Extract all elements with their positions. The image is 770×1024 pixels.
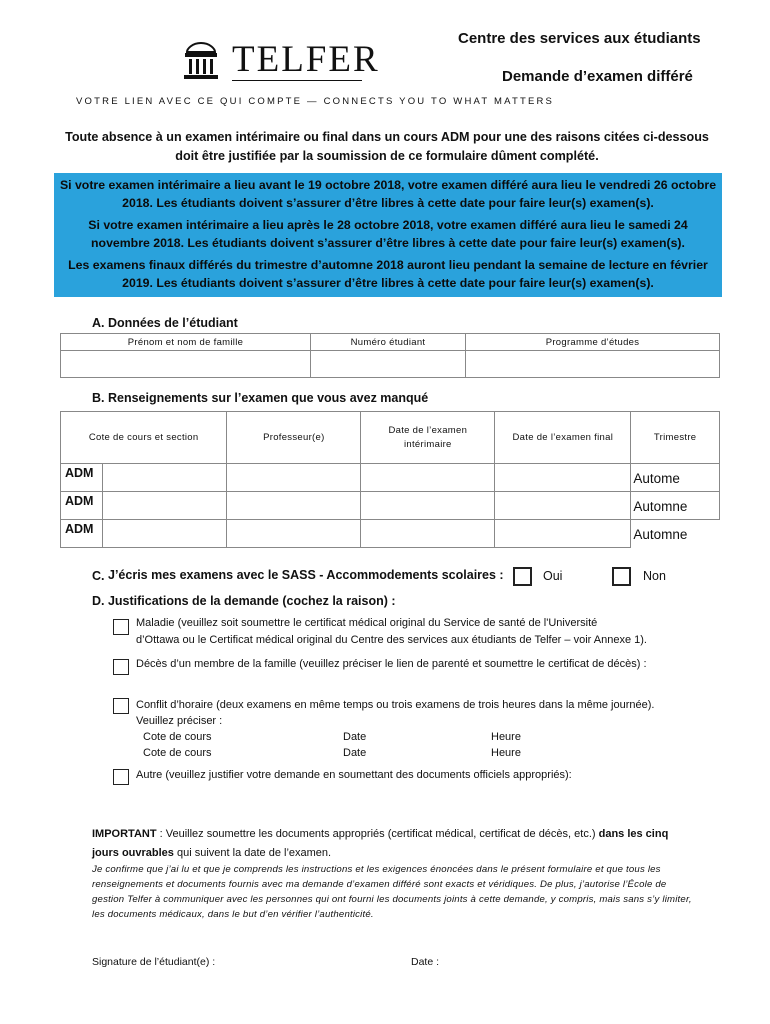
important-text-2: qui suivent la date de l’examen. <box>173 847 332 859</box>
sass-yes-label: Oui <box>543 569 563 583</box>
student-data-table <box>60 333 720 378</box>
midterm-date-field[interactable] <box>361 492 495 520</box>
signature-label: Signature de l’étudiant(e) : <box>92 956 216 968</box>
date-label: Date <box>343 731 367 743</box>
table-row <box>61 492 720 520</box>
important-deadline: dans les cinq jours ouvrables <box>92 828 669 859</box>
declaration-text: Je confirme que j’ai lu et que je comprends les instructions et les exigences énoncées dans le présent formulaire et que tous les renseignements et documents fournis avec ma demande d’examen différé sont exacts et véridiques. De plus, j’autorise l’École de gestion Telfer à communiquer avec les personnes qui ont fourni les documents joints à cette demande, y compris, mais sans s’y limiter, les documents médicaux, dans le but d’en vérifier l’authenticité. <box>92 864 692 920</box>
page-subtitle: Demande d’examen différé <box>502 68 693 85</box>
death-label: Décès d’un membre de la famille (veuillez préciser le lien de parenté et soumettre le certificat de décès) : <box>136 658 647 670</box>
section-a-title: A. Données de l’étudiant <box>92 316 238 330</box>
important-label: IMPORTANT <box>92 828 157 840</box>
death-checkbox[interactable] <box>113 659 129 675</box>
important-text-1: : Veuillez soumettre les documents appropriés (certificat médical, certificat de décès, etc.) <box>156 828 599 840</box>
specify-label: Veuillez préciser : <box>136 715 223 727</box>
sass-no-checkbox[interactable] <box>612 567 631 586</box>
logo-underline <box>232 80 362 81</box>
course-code-field[interactable] <box>103 520 227 548</box>
term-value: Autome <box>631 464 720 492</box>
intro-text: Toute absence à un examen intérimaire ou final dans un cours ADM pour une des raisons citées ci-dessous doit être justifiée par la soumission de ce formulaire dûment complété. <box>65 130 709 163</box>
course-code-label: Cote de cours <box>143 731 212 743</box>
other-checkbox[interactable] <box>113 769 129 785</box>
notice-box <box>54 173 722 297</box>
table-row <box>61 520 720 548</box>
section-d-title: D. Justifications de la demande (cochez la raison) : <box>92 594 396 608</box>
professor-field[interactable] <box>227 520 361 548</box>
illness-label-line-2: d’Ottawa ou le Certificat médical original du Centre des services aux étudiants de Telfer – voir Annexe 1). <box>136 634 647 646</box>
time-label: Heure <box>491 747 521 759</box>
final-date-field[interactable] <box>495 492 631 520</box>
sass-yes-checkbox[interactable] <box>513 567 532 586</box>
telfer-building-logo <box>180 40 222 82</box>
time-label: Heure <box>491 731 521 743</box>
conflict-checkbox[interactable] <box>113 698 129 714</box>
logo-text: TELFER <box>232 39 380 80</box>
column-header: Professeur(e) <box>227 412 361 464</box>
course-code-label: Cote de cours <box>143 747 212 759</box>
section-b-title: B. Renseignements sur l’examen que vous avez manqué <box>92 391 429 405</box>
student-number-field[interactable] <box>311 351 466 378</box>
page-title: Centre des services aux étudiants <box>458 30 701 47</box>
student-name-field[interactable] <box>61 351 311 378</box>
midterm-date-field[interactable] <box>361 464 495 492</box>
illness-label-line-1: Maladie (veuillez soit soumettre le certificat médical original du Service de santé de l'Université <box>136 617 598 629</box>
notice-paragraph-2: Si votre examen intérimaire a lieu après le 28 octobre 2018, votre examen différé aura lieu le samedi 24 novembre 2018. Les étudiants doivent s’assurer d’être libres à cette date pour faire leur(s) examen(s). <box>88 218 688 250</box>
program-field[interactable] <box>466 351 720 378</box>
tagline: VOTRE LIEN AVEC CE QUI COMPTE — CONNECTS YOU TO WHAT MATTERS <box>76 96 555 107</box>
term-value: Automne <box>631 492 720 520</box>
course-code-field[interactable] <box>103 464 227 492</box>
date-label: Date <box>343 747 367 759</box>
column-header: Trimestre <box>631 412 720 464</box>
section-c-letter: C. <box>92 569 105 583</box>
column-header: Numéro étudiant <box>311 334 466 351</box>
column-header: Prénom et nom de famille <box>61 334 311 351</box>
notice-paragraph-1: Si votre examen intérimaire a lieu avant le 19 octobre 2018, votre examen différé aura lieu le vendredi 26 octobre 2018. Les étudiants doivent s’assurer d’être libres à cette date pour faire leur(s) examen(s). <box>59 178 717 210</box>
course-prefix: ADM <box>61 464 103 492</box>
other-label: Autre (veuillez justifier votre demande en soumettant des documents officiels appropriés): <box>136 769 572 781</box>
professor-field[interactable] <box>227 464 361 492</box>
column-header: Date de l’examen final <box>495 412 631 464</box>
midterm-date-field[interactable] <box>361 520 495 548</box>
notice-paragraph-3: Les examens finaux différés du trimestre d’automne 2018 auront lieu pendant la semaine de lecture en février 2019. Les étudiants doivent s’assurer d’être libres à cette date pour faire leur(s) examen(s). <box>68 258 708 290</box>
final-date-field[interactable] <box>495 520 631 548</box>
term-value: Automne <box>631 520 720 548</box>
table-row <box>61 464 720 492</box>
conflict-label: Conflit d’horaire (deux examens en même temps ou trois examens de trois heures dans la même journée). <box>136 699 655 711</box>
important-note <box>92 825 692 863</box>
sass-question: J’écris mes examens avec le SASS - Accommodements scolaires : <box>108 568 504 582</box>
exam-info-table <box>60 411 720 548</box>
illness-checkbox[interactable] <box>113 619 129 635</box>
professor-field[interactable] <box>227 492 361 520</box>
column-header: Date de l’examen intérimaire <box>361 412 495 464</box>
course-prefix: ADM <box>61 492 103 520</box>
column-header: Programme d’études <box>466 334 720 351</box>
course-code-field[interactable] <box>103 492 227 520</box>
column-header: Cote de cours et section <box>61 412 227 464</box>
final-date-field[interactable] <box>495 464 631 492</box>
sass-no-label: Non <box>643 569 666 583</box>
signature-date-label: Date : <box>411 956 440 968</box>
course-prefix: ADM <box>61 520 103 548</box>
